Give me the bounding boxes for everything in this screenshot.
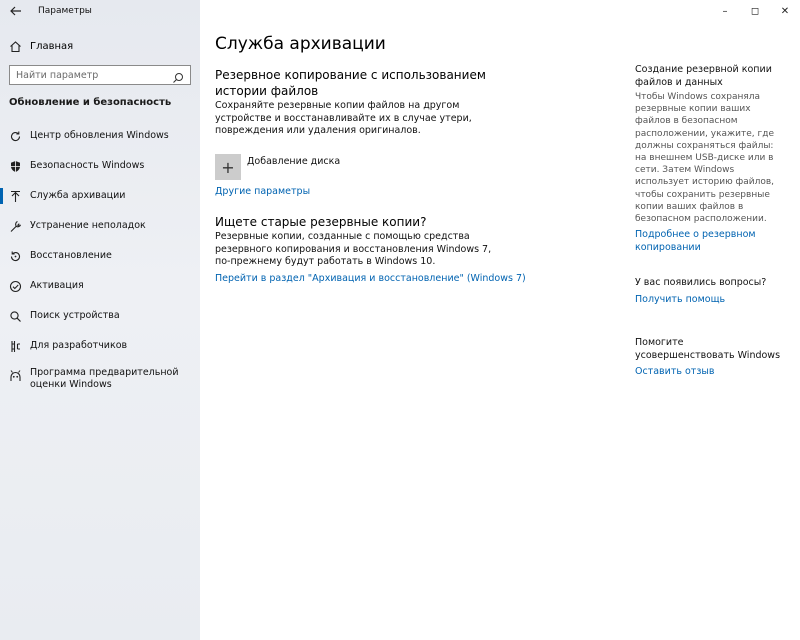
search-icon[interactable] (172, 69, 184, 81)
back-button[interactable] (8, 3, 24, 19)
home-label: Главная (30, 40, 74, 52)
sidebar-item-recovery[interactable] (0, 241, 200, 271)
sidebar-item-label: Поиск устройства (30, 310, 120, 321)
questions-panel (635, 277, 785, 306)
sidebar-item-activation[interactable] (0, 271, 200, 301)
file-history-heading: Резервное копирование с использованием истории файлов (215, 68, 486, 98)
refresh-icon (9, 130, 22, 143)
sidebar (0, 0, 200, 640)
section-title: Обновление и безопасность (9, 97, 172, 108)
sidebar-item-label: Для разработчиков (30, 340, 128, 351)
sidebar-item-label: Центр обновления Windows (30, 130, 169, 141)
sidebar-item-label: Активация (30, 280, 84, 291)
search-box[interactable] (9, 65, 191, 85)
old-backups-description: Резервные копии, созданные с помощью средства резервного копирования и восстановления Windows 7, по-прежнему будут работать в Windows 10. (215, 231, 492, 267)
sidebar-item-windows-security[interactable] (0, 151, 200, 181)
recovery-icon (9, 250, 22, 263)
search-input[interactable] (16, 70, 172, 81)
maximize-button[interactable]: ◻ (750, 5, 760, 17)
main-content (200, 0, 800, 640)
sidebar-item-find-device[interactable] (0, 301, 200, 331)
file-history-description: Сохраняйте резервные копии файлов на другом устройстве и восстанавливайте их в случае утери, повреждения или удаления оригиналов. (215, 100, 472, 136)
backup-info-title: Создание резервной копии файлов и данных (635, 64, 772, 88)
other-params-link[interactable]: Другие параметры (215, 186, 311, 197)
sidebar-item-insider[interactable] (0, 361, 200, 401)
feedback-title: Помогите усовершенствовать Windows (635, 337, 781, 361)
developer-icon (9, 340, 22, 353)
get-help-link[interactable]: Получить помощь (635, 293, 726, 305)
minimize-button[interactable]: – (722, 5, 728, 17)
sidebar-item-label: Устранение неполадок (30, 220, 146, 231)
sidebar-item-label: Программа предварительной оценки Windows (30, 367, 179, 390)
find-device-icon (9, 310, 22, 323)
wrench-icon (9, 220, 22, 233)
shield-icon (9, 160, 22, 173)
backup-arrow-icon (9, 190, 22, 203)
old-backups-heading: Ищете старые резервные копии? (215, 215, 427, 229)
backup-more-link[interactable]: Подробнее о резервном копировании (635, 229, 756, 253)
app-title: Параметры (38, 6, 92, 16)
windows7-backup-link[interactable]: Перейти в раздел "Архивация и восстановление" (Windows 7) (215, 273, 526, 284)
plus-icon: + (215, 154, 241, 180)
back-arrow-icon (8, 3, 24, 19)
sidebar-item-troubleshoot[interactable] (0, 211, 200, 241)
questions-title: У вас появились вопросы? (635, 277, 767, 288)
sidebar-item-label: Безопасность Windows (30, 160, 145, 171)
activation-check-icon (9, 280, 22, 293)
window-controls (710, 0, 800, 22)
add-disk-label: Добавление диска (247, 156, 341, 167)
sidebar-item-label: Восстановление (30, 250, 112, 261)
leave-feedback-link[interactable]: Оставить отзыв (635, 366, 715, 377)
backup-info-text: Чтобы Windows сохраняла резервные копии ваших файлов в безопасном расположении, укажите, где должны сохраняться файлы: на внешнем USB-диске или в сети. Затем Windows использует историю файлов, чтобы сохранить резервные копии ваших файлов в безопасном расположении. (635, 92, 775, 225)
sidebar-item-developers[interactable] (0, 331, 200, 361)
sidebar-item-backup[interactable] (0, 181, 200, 211)
insider-icon (9, 369, 22, 382)
page-title: Служба архивации (215, 34, 386, 54)
backup-info-panel (635, 64, 785, 254)
feedback-panel (635, 337, 785, 379)
sidebar-item-label: Служба архивации (30, 190, 126, 201)
title-bar (0, 0, 200, 24)
nav-home[interactable] (8, 38, 192, 54)
close-button[interactable]: ✕ (780, 5, 790, 17)
sidebar-item-windows-update[interactable] (0, 121, 200, 151)
add-disk-button[interactable] (215, 154, 340, 180)
home-icon (8, 39, 22, 53)
nav-list (0, 121, 200, 401)
